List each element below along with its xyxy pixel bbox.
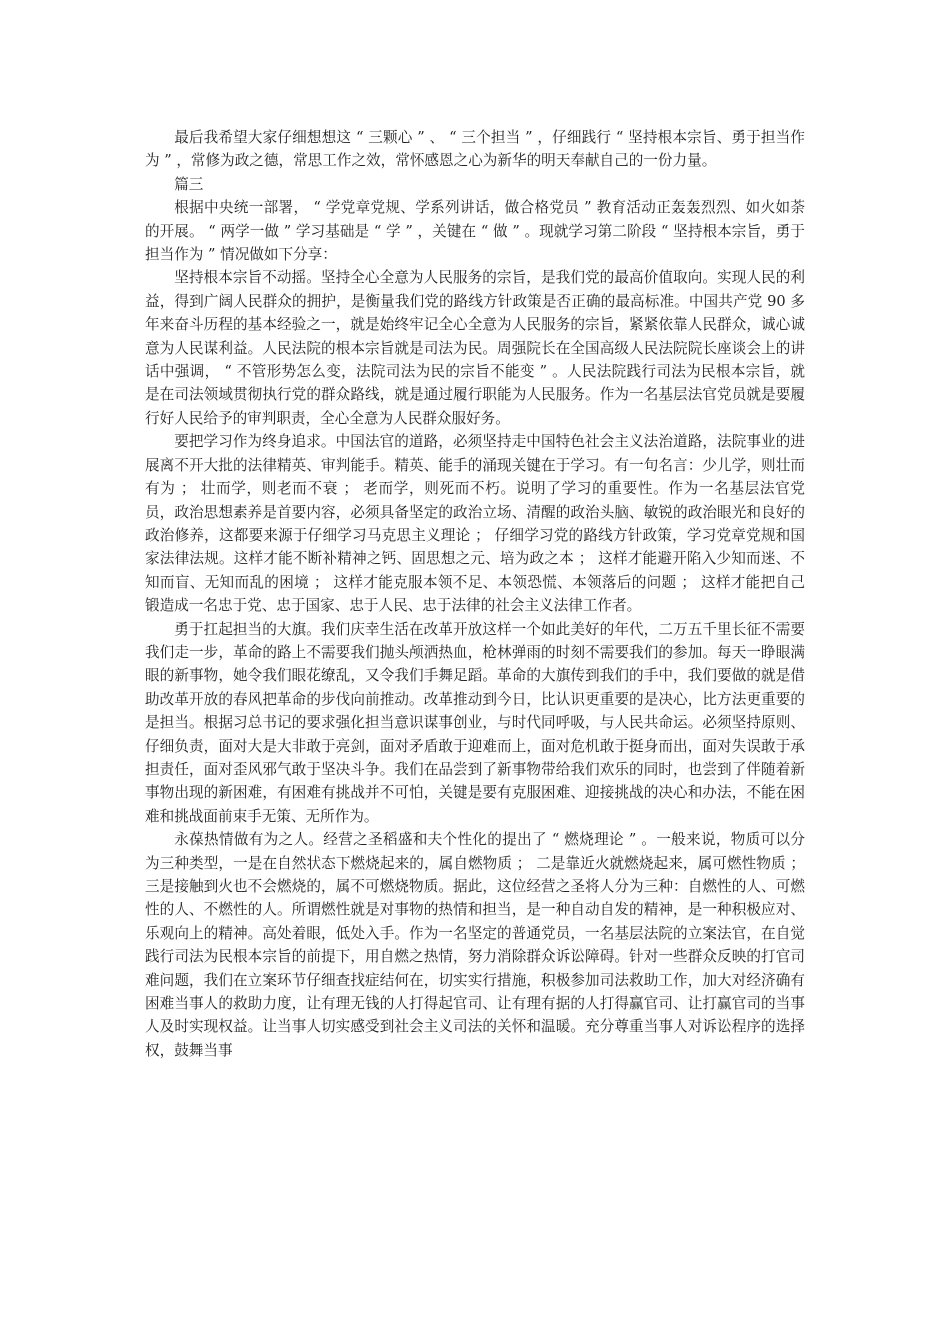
paragraph-study: 要把学习作为终身追求。中国法官的道路，必须坚持走中国特色社会主义法治道路，法院事业的进展离不开大批的法律精英、审判能手。精英、能手的涌现关键在于学习。有一句名言：少儿学，则壮而有为 ； 壮而学，则老而不衰 ； 老而学，则死而不朽。说明了学习的重要性。作为一名基层法官党员，政治思想素养是首要内容，必须具备坚定的政治立场、清醒的政治头脑、敏锐的政治眼光和良好的政治修养，这都要来源于仔细学习马克思主义理论 ； 仔细学习党的路线方针政策，学习党章党规和国家法律法规。这样才能不断补精神之钙、固思想之元、培为政之本 ； 这样才能避开陷入少知而迷、不知而盲、无知而乱的困境 ； 这样才能克服本领不足、本领恐慌、本领落后的问题 ； 这样才能把自己锻造成一名忠于党、忠于国家、忠于人民、忠于法律的社会主义法律工作者。: [145, 433, 805, 615]
section-heading: 篇三: [174, 175, 204, 193]
paragraph-purpose: 坚持根本宗旨不动摇。坚持全心全意为人民服务的宗旨，是我们党的最高价值取向。实现人民的利益，得到广阔人民群众的拥护，是衡量我们党的路线方针政策是否正确的最高标准。中国共产党 90 多年来奋斗历程的基本经验之一，就是始终牢记全心全意为人民服务的宗旨，紧紧依靠人民群众，诚心诚意为人民谋利益。人民法院的根本宗旨就是司法为民。周强院长在全国高级人民法院院长座谈会上的讲话中强调， “ 不管形势怎么变，法院司法为民的宗旨不能变 ” 。人民法院践行司法为民根本宗旨，就是在司法领域贯彻执行党的群众路线，就是通过履行职能为人民服务。作为一名基层法官党员就是要履行好人民给予的审判职责，全心全意为人民群众服好务。: [145, 269, 805, 427]
paragraph-closing: 最后我希望大家仔细想想这 “ 三颗心 ” 、 “ 三个担当 ” ，仔细践行 “ 坚持根本宗旨、勇于担当作为 ” ，常修为政之德，常思工作之效，常怀感恩之心为新华的明天奉献自己的一份力量。: [145, 129, 805, 170]
paragraph-responsibility: 勇于扛起担当的大旗。我们庆幸生活在改革开放这样一个如此美好的年代，二万五千里长征不需要我们走一步，革命的路上不需要我们抛头颅洒热血，枪林弹雨的时刻不需要我们的参加。每天一睁眼满眼的新事物，她令我们眼花缭乱，又令我们手舞足蹈。革命的大旗传到我们的手中，我们要做的就是借助改革开放的春风把革命的步伐向前推动。改革推动到今日，比认识更重要的是决心，比方法更重要的是担当。根据习总书记的要求强化担当意识谋事创业，与时代同呼吸，与人民共命运。必须坚持原则、仔细负责，面对大是大非敢于亮剑，面对矛盾敢于迎难而上，面对危机敢于挺身而出，面对失误敢于承担责任，面对歪风邪气敢于坚决斗争。我们在品尝到了新事物带给我们欢乐的同时，也尝到了伴随着新事物出现的新困难，有困难有挑战并不可怕，关键是要有克服困难、迎接挑战的决心和办法，不能在困难和挑战面前束手无策、无所作为。: [145, 620, 805, 825]
paragraph-passion: 永葆热情做有为之人。经营之圣稻盛和夫个性化的提出了 “ 燃烧理论 ” 。一般来说，物质可以分为三种类型，一是在自然状态下燃烧起来的，属自燃物质 ； 二是靠近火就燃烧起来，属可燃性物质 ； 三是接触到火也不会燃烧的，属不可燃烧物质。据此，这位经营之圣将人分为三种：自燃性的人、可燃性的人、不燃性的人。所谓燃性就是对事物的热情和担当，是一种自动自发的精神，是一种积极应对、乐观向上的精神。高处着眼，低处入手。作为一名坚定的普通党员，一名基层法院的立案法官，在自觉践行司法为民根本宗旨的前提下，用自燃之热情，努力消除群众诉讼障碍。针对一些群众反映的打官司难问题，我们在立案环节仔细查找症结何在，切实实行措施，积极参加司法救助工作，加大对经济确有困难当事人的救助力度，让有理无钱的人打得起官司、让有理有据的人打得赢官司、让打赢官司的当事人及时实现权益。让当事人切实感受到社会主义司法的关怀和温暖。充分尊重当事人对诉讼程序的选择权，鼓舞当事: [145, 831, 805, 1059]
document-body: [145, 126, 805, 1062]
paragraph-intro: 根据中央统一部署， “ 学党章党规、学系列讲话，做合格党员 ” 教育活动正轰轰烈烈、如火如荼的开展。 “ 两学一做 ” 学习基础是 “ 学 ” ，关键在 “ 做 ” 。现就学习第二阶段 “ 坚持根本宗旨，勇于担当作为 ” 情况做如下分享：: [145, 199, 805, 264]
